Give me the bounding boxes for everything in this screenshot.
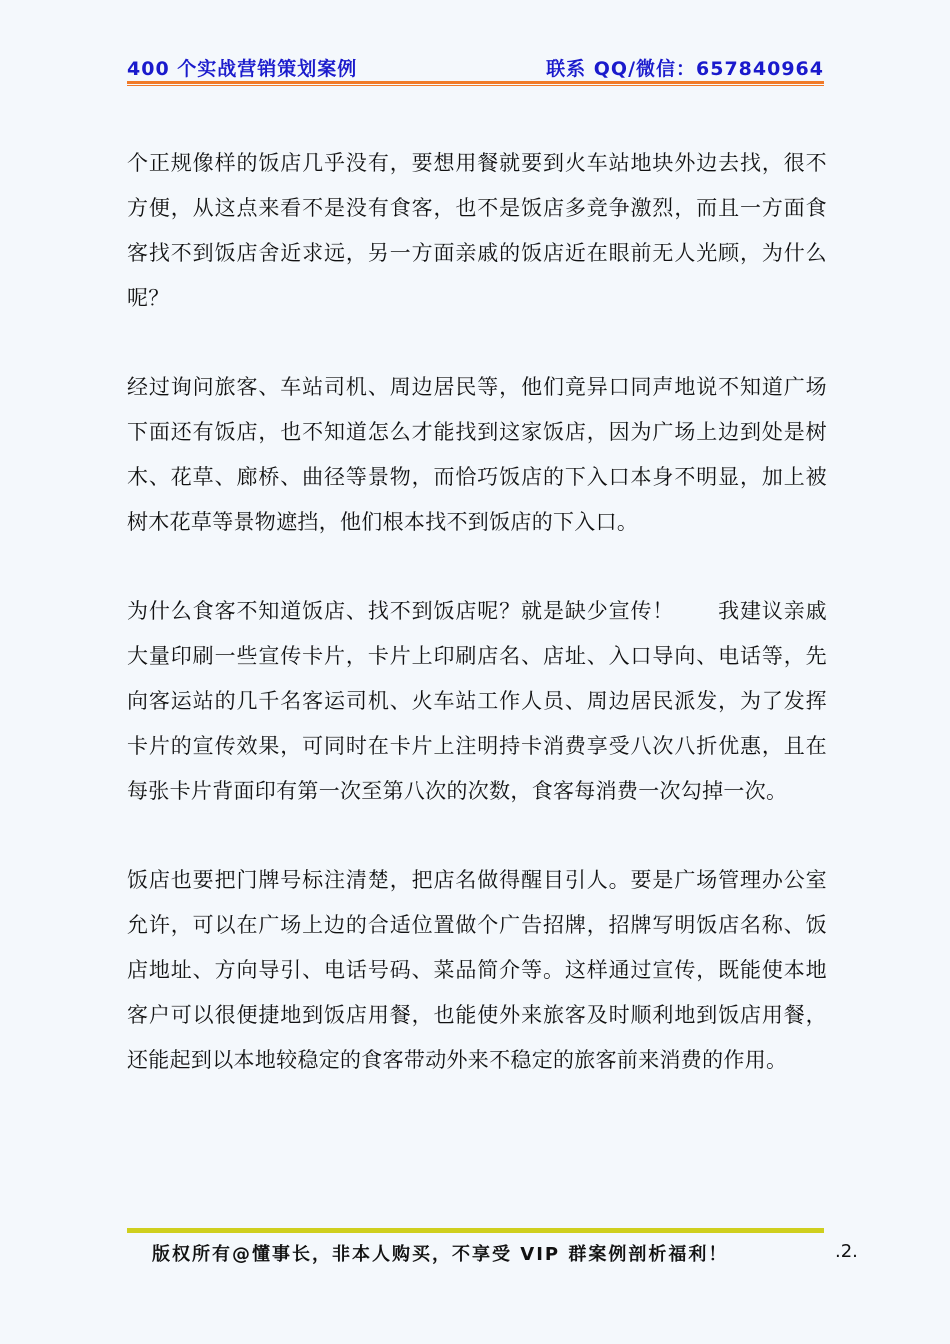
header-title: 400 个实战营销策划案例 — [127, 58, 358, 80]
page-header — [127, 54, 824, 80]
document-body — [127, 141, 827, 1127]
header-contact: 联系 QQ/微信：657840964 — [546, 58, 824, 80]
footer-divider — [127, 1228, 824, 1233]
header-divider-thin — [127, 85, 824, 86]
paragraph-1: 个正规像样的饭店几乎没有，要想用餐就要到火车站地块外边去找，很不方便，从这点来看不是没有食客，也不是饭店多竞争激烈，而且一方面食客找不到饭店舍近求远，另一方面亲戚的饭店近在眼前无人光顾，为什么呢？ — [127, 151, 827, 310]
page-number: .2. — [835, 1241, 858, 1262]
footer-copyright: 版权所有@懂事长，非本人购买，不享受 VIP 群案例剖析福利！ — [152, 1244, 729, 1265]
header-divider — [127, 81, 824, 84]
paragraph-2: 经过询问旅客、车站司机、周边居民等，他们竟异口同声地说不知道广场下面还有饭店，也不知道怎么才能找到这家饭店，因为广场上边到处是树木、花草、廊桥、曲径等景物，而恰巧饭店的下入口本身不明显，加上被树木花草等景物遮挡，他们根本找不到饭店的下入口。 — [127, 375, 827, 534]
paragraph-3: 为什么食客不知道饭店、找不到饭店呢？就是缺少宣传！ 我建议亲戚大量印刷一些宣传卡片，卡片上印刷店名、店址、入口导向、电话等，先向客运站的几千名客运司机、火车站工作人员、周边居民派发，为了发挥卡片的宣传效果，可同时在卡片上注明持卡消费享受八次八折优惠，且在每张卡片背面印有第一次至第八次的次数，食客每消费一次勾掉一次。 — [127, 599, 827, 803]
paragraph-4: 饭店也要把门牌号标注清楚，把店名做得醒目引人。要是广场管理办公室允许，可以在广场上边的合适位置做个广告招牌，招牌写明饭店名称、饭店地址、方向导引、电话号码、菜品简介等。这样通过宣传，既能使本地客户可以很便捷地到饭店用餐，也能使外来旅客及时顺利地到饭店用餐，还能起到以本地较稳定的食客带动外来不稳定的旅客前来消费的作用。 — [127, 868, 827, 1072]
